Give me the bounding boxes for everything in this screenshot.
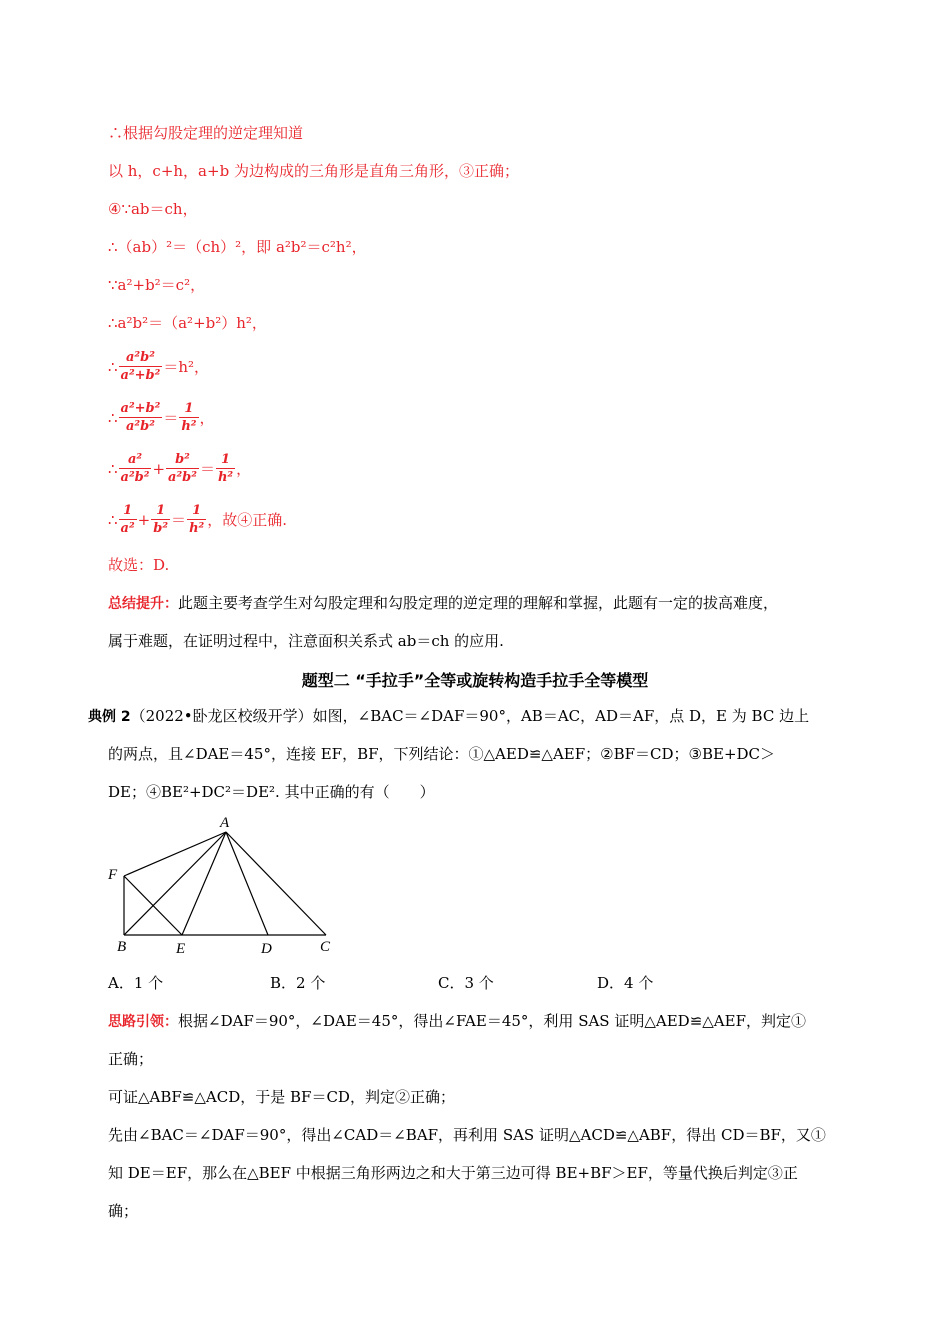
fraction	[216, 451, 235, 486]
example-text-1: （2022•卧龙区校级开学）如图，∠BAC＝∠DAF＝90°，AB＝AC，AD＝AF，点 D，E 为 BC 边上	[130, 707, 810, 725]
equals-sign: ＝	[163, 409, 179, 427]
fraction-line-4	[108, 502, 287, 537]
denominator: a²	[120, 521, 135, 536]
fraction	[151, 502, 170, 537]
denominator: h²	[217, 470, 234, 485]
numerator: 1	[151, 502, 170, 520]
numerator: 1	[179, 400, 198, 418]
hint-line-5: 知 DE＝EF，那么在△BEF 中根据三角形两边之和大于第三边可得 BE+BF＞EF，等量代换后判定③正	[108, 1164, 798, 1182]
option-d[interactable]: D．4 个	[597, 974, 654, 992]
hint-line-1	[108, 1011, 806, 1032]
summary-text-1: 此题主要考查学生对勾股定理和勾股定理的逆定理的理解和掌握，此题有一定的拔高难度，	[178, 594, 779, 612]
fraction	[119, 349, 163, 384]
solution-line-3: ④∵ab＝ch，	[108, 200, 198, 218]
summary-line-2: 属于难题，在证明过程中，注意面积关系式 ab＝ch 的应用.	[108, 632, 504, 650]
label-C: C	[320, 939, 331, 955]
therefore-symbol: ∴	[108, 459, 118, 478]
fraction-line-3	[108, 451, 251, 486]
example-line-2: 的两点，且∠DAE＝45°，连接 EF，BF，下列结论：①△AED≌△AEF；②BF＝CD；③BE+DC＞	[108, 745, 776, 763]
plus-sign: +	[137, 510, 151, 529]
fraction	[119, 451, 152, 486]
fraction-line-1	[108, 349, 209, 384]
option-a[interactable]: A．1 个	[108, 974, 164, 992]
solution-line-6: ∴a²b²＝（a²+b²）h²，	[108, 314, 267, 332]
numerator: a²b²	[119, 349, 163, 367]
summary-label: 总结提升：	[108, 596, 178, 612]
solution-line-5: ∵a²+b²＝c²，	[108, 276, 206, 294]
equation-rhs: ＝h²，	[163, 358, 210, 376]
label-F: F	[108, 867, 118, 883]
fraction	[179, 400, 198, 435]
solution-line-4: ∴（ab）²＝（ch）²，即 a²b²＝c²h²，	[108, 238, 367, 256]
equation-tail: ，	[236, 460, 252, 478]
label-D: D	[261, 941, 272, 957]
numerator: 1	[119, 502, 137, 520]
example-label: 典例 2	[88, 709, 131, 725]
therefore-symbol: ∴	[108, 408, 118, 427]
hint-text-1: 根据∠DAF＝90°，∠DAE＝45°，得出∠FAE＝45°，利用 SAS 证明△AED≌△AEF，判定①	[178, 1012, 806, 1030]
hint-label: 思路引领：	[108, 1014, 178, 1030]
option-c[interactable]: C．3 个	[438, 974, 494, 992]
denominator: b²	[153, 521, 169, 536]
plus-sign: +	[152, 459, 166, 478]
denominator: a²b²	[125, 419, 155, 434]
segment-AD	[226, 832, 268, 935]
hint-line-3: 可证△ABF≌△ACD，于是 BF＝CD，判定②正确；	[108, 1088, 455, 1106]
denominator: h²	[189, 521, 205, 536]
denominator: h²	[181, 419, 197, 434]
equals-sign: ＝	[171, 511, 187, 529]
fraction	[119, 400, 163, 435]
segment-AE	[182, 832, 226, 935]
numerator: b²	[166, 451, 199, 469]
segment-AC	[226, 832, 326, 935]
example-line-3: DE；④BE²+DC²＝DE². 其中正确的有（ ）	[108, 783, 435, 801]
numerator: 1	[216, 451, 235, 469]
fraction	[187, 502, 206, 537]
numerator: a²+b²	[120, 401, 161, 416]
denominator: a²b²	[120, 470, 150, 485]
example-line-1	[88, 706, 809, 727]
numerator: a²	[119, 451, 152, 469]
equals-sign: ＝	[199, 460, 215, 478]
geometry-figure	[100, 810, 340, 960]
denominator: a²b²	[168, 470, 197, 485]
label-B: B	[117, 939, 127, 955]
fraction	[119, 502, 137, 537]
option-b[interactable]: B．2 个	[270, 974, 326, 992]
section-title: 题型二 “手拉手”全等或旋转构造手拉手全等模型	[301, 671, 649, 690]
segment-AF	[124, 832, 226, 876]
solution-line-1: ∴根据勾股定理的逆定理知道	[108, 124, 304, 142]
hint-line-6: 确；	[108, 1202, 139, 1220]
hint-line-4: 先由∠BAC＝∠DAF＝90°，得出∠CAD＝∠BAF，再利用 SAS 证明△ACD≌△ABF，得出 CD＝BF，又①	[108, 1126, 826, 1144]
answer-line: 故选：D.	[108, 556, 170, 574]
solution-line-2: 以 h，c+h，a+b 为边构成的三角形是直角三角形，③正确；	[108, 162, 519, 180]
equation-tail: ，故④正确.	[207, 511, 287, 529]
therefore-symbol: ∴	[108, 357, 118, 376]
label-E: E	[176, 941, 186, 957]
label-A: A	[220, 815, 230, 831]
hint-line-2: 正确；	[108, 1050, 154, 1068]
therefore-symbol: ∴	[108, 510, 118, 529]
numerator: 1	[187, 502, 206, 520]
denominator: a²+b²	[120, 368, 161, 383]
equation-tail: ，	[199, 409, 215, 427]
fraction-line-2	[108, 400, 215, 435]
summary-line-1	[108, 593, 778, 614]
segment-AB	[124, 832, 226, 935]
fraction	[166, 451, 199, 486]
